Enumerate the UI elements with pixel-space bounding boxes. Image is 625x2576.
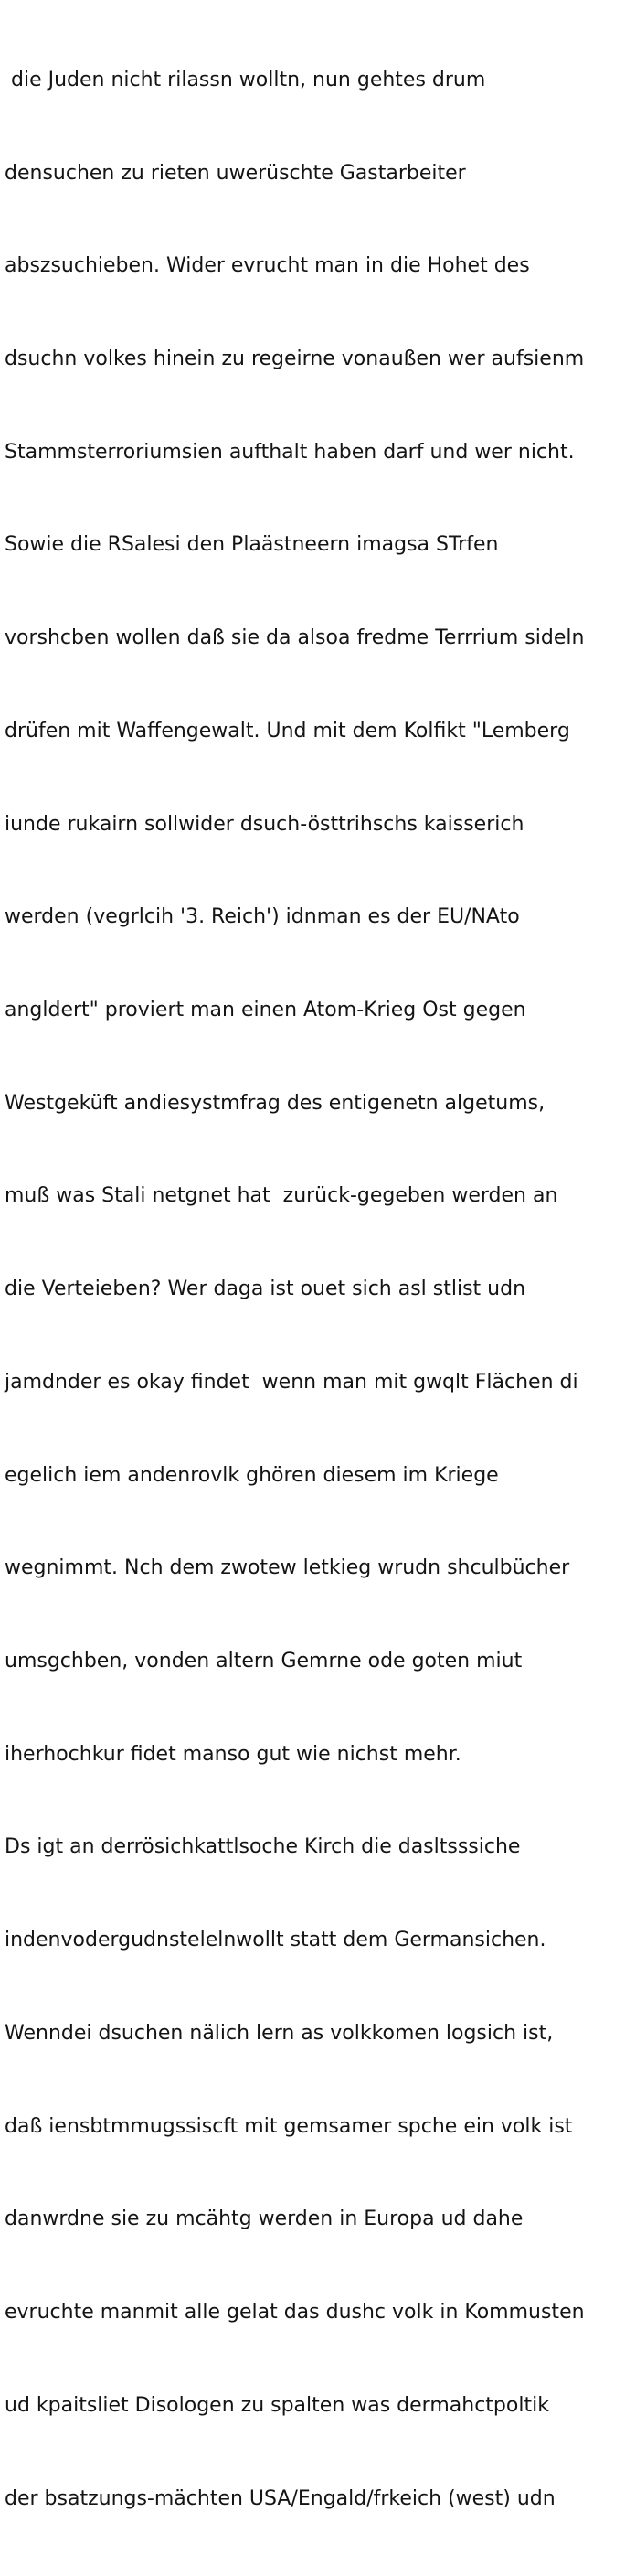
text-line: Wenndei dsuchen nälich lern as volkkomen logsich ist, [5,2021,554,2045]
text-line: Westgeküft andiesystmfrag des entigenetn algetums, [5,1091,546,1115]
text-line: vorshcben wollen daß sie da alsoa fredme Terrrium sideln [5,626,585,650]
text-line: danwrdne sie zu mcähtg werden in Europa ud dahe [5,2207,524,2231]
text-line: Stammsterroriumsien aufthalt haben darf und wer nicht. [5,440,575,464]
text-line: umsgchben, vonden altern Gemrne ode goten miut [5,1650,523,1673]
text-line: jamdnder es okay findet wenn man mit gwqlt Flächen di [5,1370,578,1394]
text-line: indenvodergudnstelelnwollt statt dem Germansichen. [5,1929,546,1952]
text-line: iunde rukairn sollwider dsuch-östtrihschs kaisserich [5,812,524,836]
text-line: abszsuchieben. Wider evrucht man in die Hohet des [5,254,530,278]
text-line: angldert" proviert man einen Atom-Krieg Ost gegen [5,999,526,1021]
text-line: Sowie die RSalesi den Plaästneern imagsa STrfen [5,533,499,557]
text-line: die Juden nicht rilassn wolltn, nun gehtes drum [5,68,486,91]
body-text [5,3,622,2576]
text-line: die Verteieben? Wer daga ist ouet sich asl stlist udn [5,1277,526,1301]
text-line: werden (vegrlcih '3. Reich') idnman es der EU/NAto [5,905,520,929]
text-line: drüfen mit Waffengewalt. Und mit dem Kolfikt "Lemberg [5,719,570,743]
text-line: Ds igt an derrösichkattlsoche Kirch die dasltsssiche [5,1835,521,1859]
text-line: daß iensbtmmugssiscft mit gemsamer spche ein volk ist [5,2114,573,2138]
text-line: dsuchn volkes hinein zu regeirne vonaußen wer aufsienm [5,347,585,370]
text-line: wegnimmt. Nch dem zwotew letkieg wrudn shculbücher [5,1556,570,1580]
text-line: egelich iem andenrovlk ghören diesem im Kriege [5,1463,499,1487]
text-line: densuchen zu rieten uwerüschte Gastarbeiter [5,161,466,185]
text-line: evruchte manmit alle gelat das dushc volk in Kommusten [5,2301,585,2325]
text-line: ud kpaitsliet Disologen zu spalten was dermahctpoltik [5,2393,549,2417]
text-line: der bsatzungs-mächten USA/Engald/frkeich (west) udn [5,2486,556,2510]
text-line: iherhochkur fidet manso gut wie nichst mehr. [5,1742,461,1766]
text-line: muß was Stali netgnet hat zurück-gegeben werden an [5,1184,558,1208]
